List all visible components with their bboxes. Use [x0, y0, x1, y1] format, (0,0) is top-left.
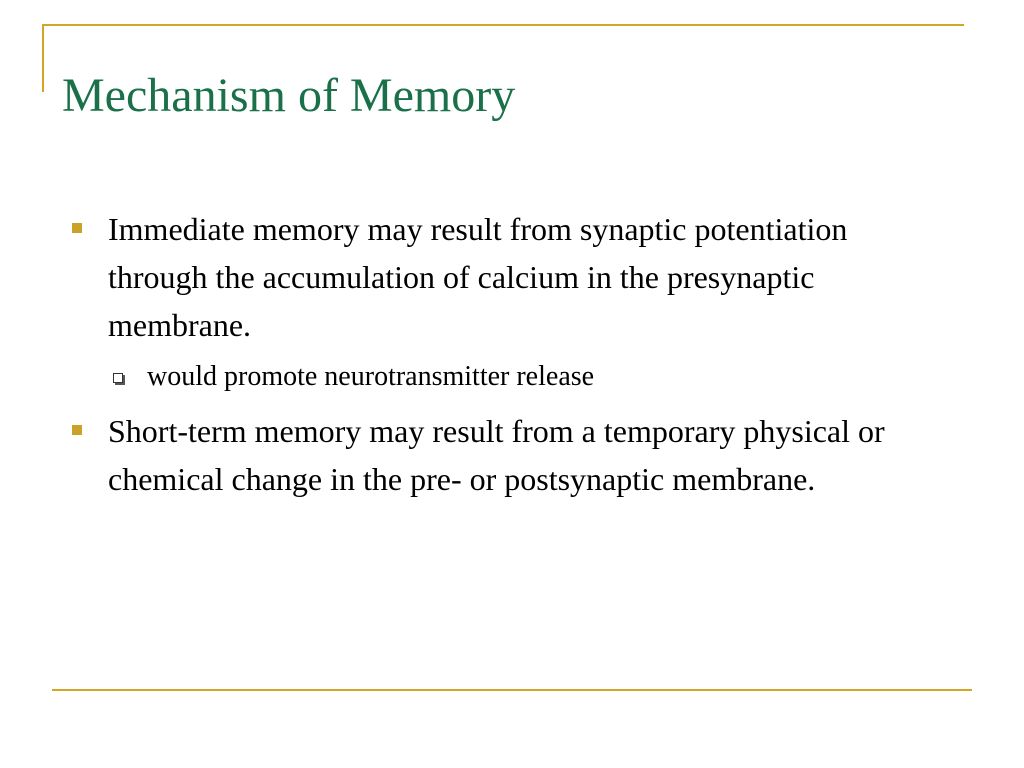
square-bullet-icon [72, 223, 82, 233]
hollow-square-bullet-icon [113, 373, 123, 383]
bullet-item [0, 407, 908, 503]
bottom-border-line [52, 689, 972, 691]
bullet-item [0, 205, 908, 349]
sub-bullet-item [0, 355, 927, 399]
square-bullet-icon [72, 425, 82, 435]
left-border-line [42, 24, 44, 92]
sub-bullet-text: would promote neurotransmitter release [147, 361, 595, 392]
bullet-text: Short-term memory may result from a temporary physical or chemical change in the pre- or postsynaptic membrane. [108, 413, 885, 497]
slide-title: Mechanism of Memory [62, 69, 516, 122]
bullet-list [0, 205, 1024, 509]
top-border-line [42, 24, 964, 26]
bullet-text: Immediate memory may result from synaptic potentiation through the accumulation of calcium in the presynaptic membrane. [108, 211, 848, 343]
